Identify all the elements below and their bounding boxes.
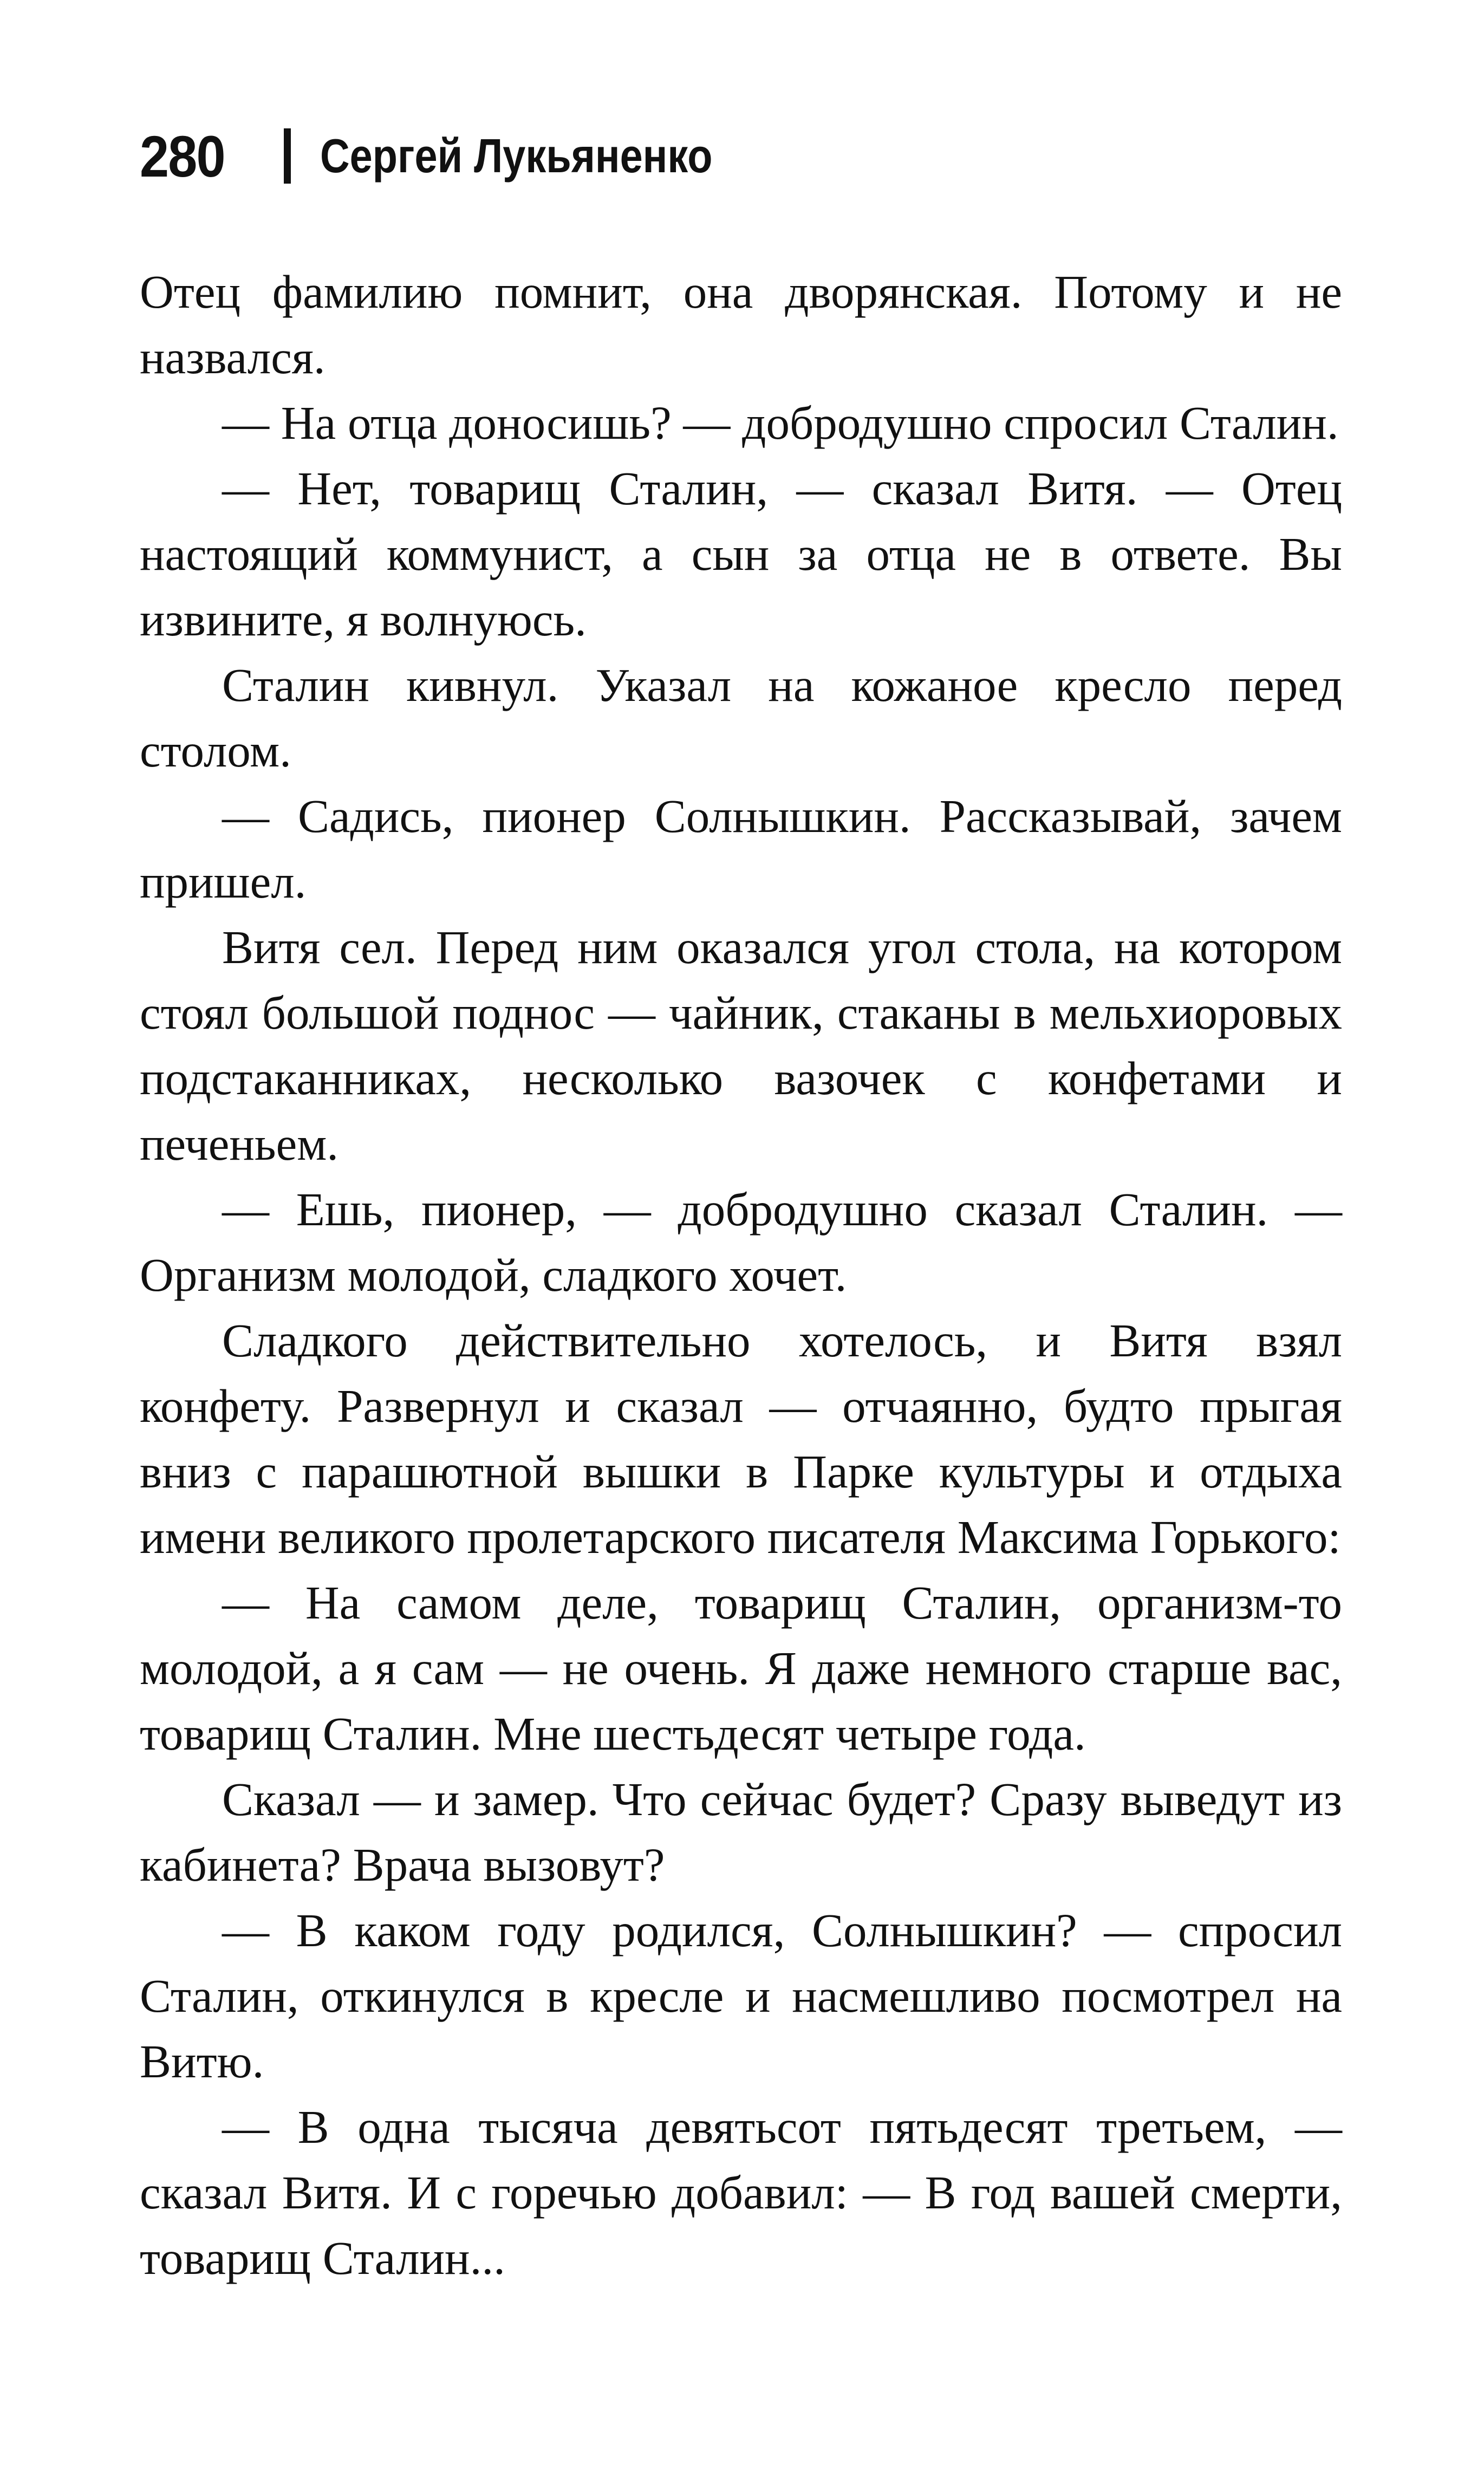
page-number: 280 — [140, 123, 225, 189]
paragraph: Сладкого действительно хотелось, и Витя взял конфету. Развернул и сказал — отчаянно, будто прыгая вниз с парашютной вышки в Парке культуры и отдыха имени великого пролетарского писателя Максима Горького: — [140, 1314, 1342, 1563]
paragraph: — Садись, пионер Солнышкин. Рассказывай, зачем пришел. — [140, 790, 1342, 908]
paragraph: — Ешь, пионер, — добродушно сказал Сталин. — Организм молодой, сладкого хочет. — [140, 1183, 1342, 1301]
paragraph: — На отца доносишь? — добродушно спросил Сталин. — [222, 396, 1339, 449]
running-head — [140, 123, 777, 188]
paragraph: Сказал — и замер. Что сейчас будет? Сразу выведут из кабинета? Врача вызовут? — [140, 1773, 1342, 1891]
paragraph: Витя сел. Перед ним оказался угол стола, на котором стоял большой поднос — чайник, стаканы в мельхиоровых подстаканниках, несколько вазочек с конфетами и печеньем. — [140, 921, 1342, 1170]
paragraph: — На самом деле, товарищ Сталин, организм-то молодой, а я сам — не очень. Я даже немного старше вас, товарищ Сталин. Мне шестьдесят четыре года. — [140, 1576, 1342, 1760]
header-separator-bar — [284, 128, 291, 184]
paragraph: Отец фамилию помнит, она дворянская. Потому и не назвался. — [140, 265, 1342, 384]
paragraph: Сталин кивнул. Указал на кожаное кресло перед столом. — [140, 659, 1342, 777]
paragraph: — В одна тысяча девятьсот пятьдесят третьем, — сказал Витя. И с горечью добавил: — В год вашей смерти, товарищ Сталин... — [140, 2101, 1342, 2284]
paragraph: — В каком году родился, Солнышкин? — спросил Сталин, откинулся в кресле и насмешливо посмотрел на Витю. — [140, 1904, 1342, 2088]
body-text — [140, 259, 1342, 2291]
paragraph: — Нет, товарищ Сталин, — сказал Витя. — Отец настоящий коммунист, а сын за отца не в ответе. Вы извините, я волнуюсь. — [140, 462, 1342, 646]
author-name: Сергей Лукьяненко — [320, 129, 713, 183]
